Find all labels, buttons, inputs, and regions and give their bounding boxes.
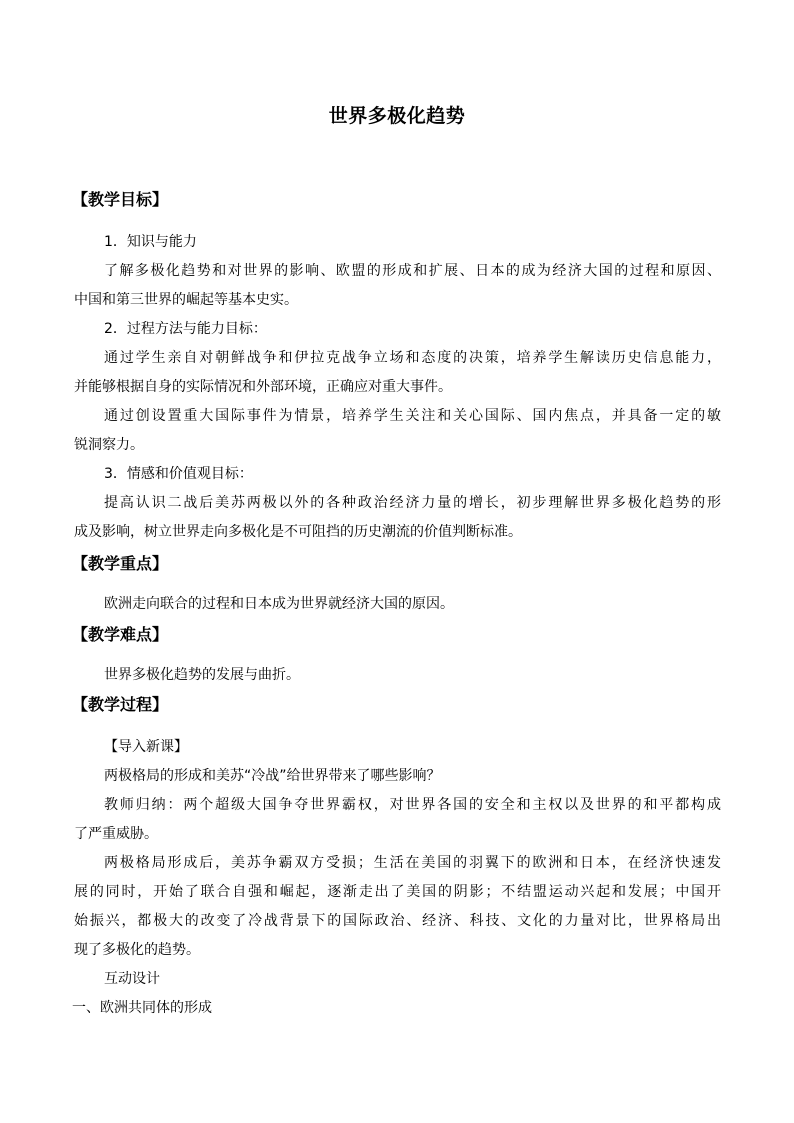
- objective-2-title: 2．过程方法与能力目标：: [104, 321, 267, 337]
- objective-3-text-line-2: 成及影响，树立世界走向多极化是不可阻挡的历史潮流的价值判断标准。: [74, 524, 522, 540]
- objective-2-text2-line-2: 锐洞察力。: [74, 437, 144, 453]
- objective-1-title: 1．知识与能力: [104, 234, 197, 250]
- paragraph-line-4: 现了多极化的趋势。: [74, 942, 200, 958]
- objective-2-text-line-2: 并能够根据自身的实际情况和外部环境，正确应对重大事件。: [74, 379, 452, 395]
- objective-2-text2-line-1: 通过创设置重大国际事件为情景，培养学生关注和关心国际、国内焦点，并具备一定的敏: [104, 408, 721, 424]
- paragraph-line-3: 始振兴，都极大的改变了冷战背景下的国际政治、经济、科技、文化的力量对比，世界格局出: [74, 913, 721, 929]
- difficulties-text: 世界多极化趋势的发展与曲折。: [104, 667, 300, 683]
- objective-3-text-line-1: 提高认识二战后美苏两极以外的各种政治经济力量的增长，初步理解世界多极化趋势的形: [104, 495, 721, 511]
- objective-1-text-line-1: 了解多极化趋势和对世界的影响、欧盟的形成和扩展、日本的成为经济大国的过程和原因、: [104, 263, 721, 279]
- interactive-design-label: 互动设计: [104, 971, 160, 987]
- key-points-heading: 【教学重点】: [72, 554, 169, 573]
- document-title: 世界多极化趋势: [328, 105, 466, 127]
- part-1-title: 一、欧洲共同体的形成: [72, 1000, 212, 1016]
- key-points-text: 欧洲走向联合的过程和日本成为世界就经济大国的原因。: [104, 596, 454, 612]
- objective-3-title: 3．情感和价值观目标：: [104, 466, 253, 482]
- objective-1-text-line-2: 中国和第三世界的崛起等基本史实。: [74, 292, 298, 308]
- intro-label: 【导入新课】: [104, 739, 188, 755]
- objectives-heading: 【教学目标】: [72, 190, 169, 209]
- difficulties-heading: 【教学难点】: [72, 625, 169, 644]
- paragraph-line-2: 展的同时，开始了联合自强和崛起，逐渐走出了美国的阴影；不结盟运动兴起和发展；中国开: [74, 884, 721, 900]
- summary-line-1: 教师归纳：两个超级大国争夺世界霸权，对世界各国的安全和主权以及世界的和平都构成: [104, 797, 721, 813]
- objective-2-text-line-1: 通过学生亲自对朝鲜战争和伊拉克战争立场和态度的决策，培养学生解读历史信息能力，: [104, 350, 721, 366]
- paragraph-line-1: 两极格局形成后，美苏争霸双方受损；生活在美国的羽翼下的欧洲和日本，在经济快速发: [104, 855, 721, 871]
- summary-line-2: 了严重威胁。: [74, 826, 158, 842]
- process-heading: 【教学过程】: [72, 695, 169, 714]
- intro-question: 两极格局的形成和美苏“冷战”给世界带来了哪些影响？: [104, 768, 441, 784]
